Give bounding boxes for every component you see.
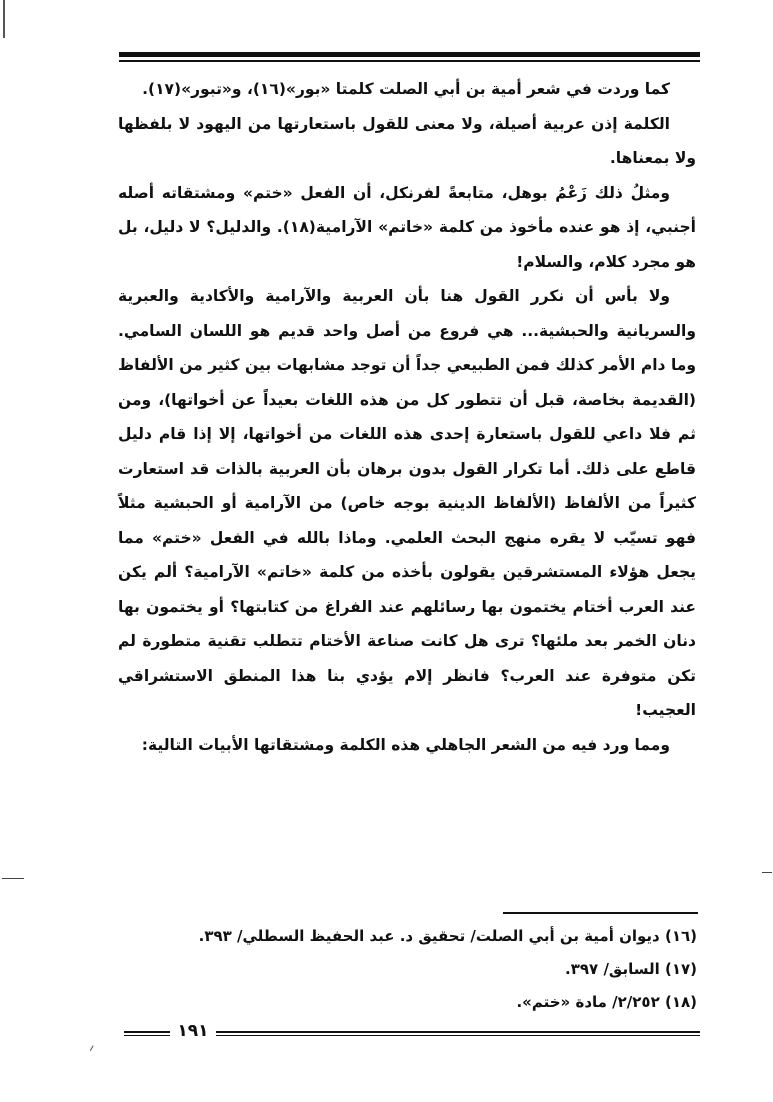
verse-intro: ومما ورد فيه من الشعر الجاهلي هذه الكلمة ومشتقاتها الأبيات التالية: [141,735,670,754]
footer-rule-left [124,1031,170,1036]
footnote-separator [503,912,698,914]
paragraph-3: ومثلُ ذلك زَعْمُ بوهل، متابعةً لفرنكل، أن الفعل «ختم» ومشتقاته أصله أجنبي، إذ هو عنده مأخوذ من كلمة «خاتم» الآرامية(١٨). والدليل؟ لا دليل، بل هو مجرد كلام، والسلام! [118,183,696,271]
scan-margin-mark-right [762,872,772,873]
paragraph-2: الكلمة إذن عربية أصيلة، ولا معنى للقول باستعارتها من اليهود لا بلفظها ولا بمعناها. [118,114,696,167]
footnote-18: (١٨) ٢/٢٥٢/ مادة «ختم». [516,993,697,1011]
paragraph-1: كما وردت في شعر أمية بن أبي الصلت كلمتا «بور»(١٦)، و«تبور»(١٧). [142,80,670,98]
scan-margin-mark-left [2,878,24,879]
page-number: ١٩١ [177,1021,209,1041]
scan-speck [90,1045,96,1052]
header-rule-thick [119,52,700,57]
footnotes [200,920,697,1019]
scan-edge-mark [3,0,5,38]
header-rule-thin [119,60,700,62]
footer-rule-right [216,1031,700,1036]
body-text [118,72,696,762]
footnote-17: (١٧) السابق/ ٣٩٧. [565,960,697,978]
footnote-16: (١٦) ديوان أمية بن أبي الصلت/ تحقيق د. عبد الحفيظ السطلي/ ٣٩٣. [198,927,697,945]
paragraph-4: ولا بأس أن نكرر القول هنا بأن العربية والآرامية والأكادية والعبرية والسريانية والحبشية... هي فروع من أصل واحد قديم هو اللسان السامي. وما دام الأمر كذلك فمن الطبيعي جداً أن توجد مشابهات بين كثير من الألفاظ (القديمة بخاصة، قبل أن تتطور كل من هذه اللغات بعيداً عن أخواتها)، ومن ثم فلا داعي للقول باستعارة إحدى هذه اللغات من أخواتها، إلا إذا قام دليل قاطع على ذلك. أما تكرار القول بدون برهان بأن العربية بالذات قد استعارت كثيراً من الألفاظ (الألفاظ الدينية بوجه خاص) من الآرامية أو الحبشية مثلاً فهو تسيّب لا يقره منهج البحث العلمي. وماذا بالله في الفعل «ختم» مما يجعل هؤلاء المستشرقين يقولون بأخذه من كلمة «خاتم» الآرامية؟ ألم يكن عند العرب أختام يختمون بها رسائلهم عند الفراغ من كتابتها؟ أو يختمون بها دنان الخمر بعد ملئها؟ ترى هل كانت صناعة الأختام تتطلب تقنية متطورة لم تكن متوفرة عند العرب؟ فانظر إلام يؤدي بنا هذا المنطق الاستشراقي العجيب! [118,287,696,719]
